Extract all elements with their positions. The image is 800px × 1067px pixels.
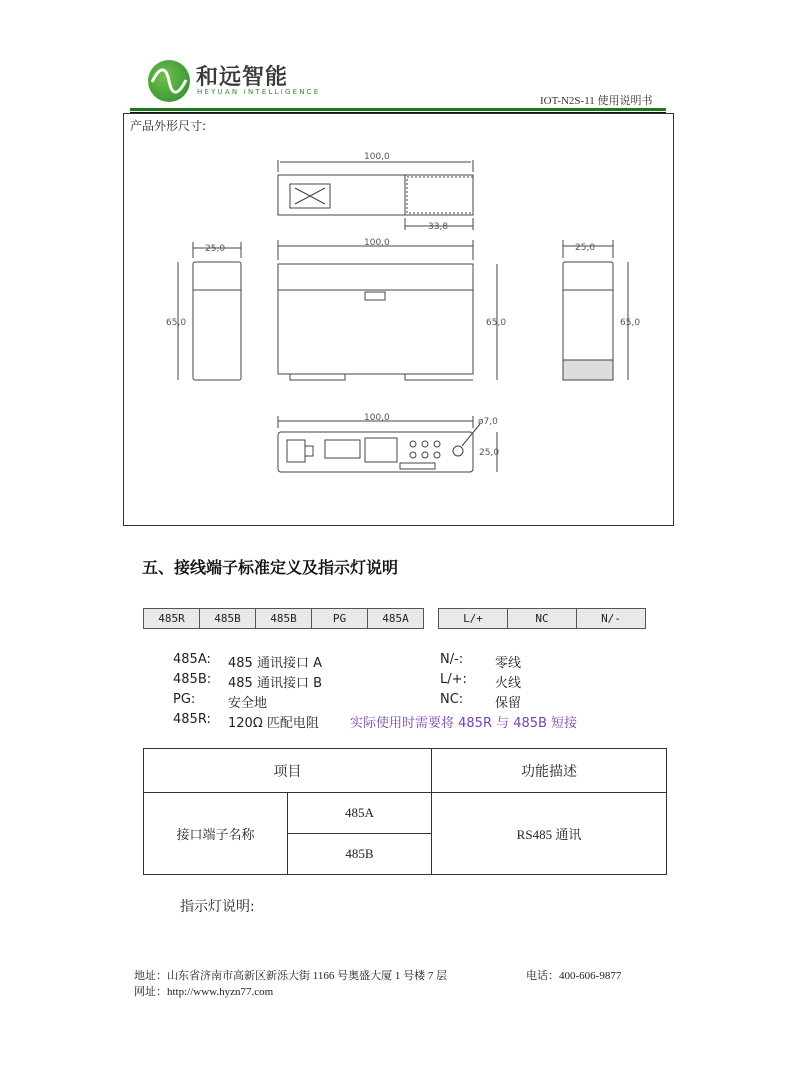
def-value: 安全地 [228, 696, 268, 711]
right-side-view [563, 240, 628, 380]
dim-left-height: 65,0 [166, 318, 187, 328]
def-key: 485R: [173, 712, 211, 727]
bottom-view [278, 416, 500, 472]
table-header-function: 功能描述 [432, 749, 667, 793]
left-side-view [178, 242, 241, 380]
footer-address: 地址：山东省济南市高新区新泺大街 1166 号奥盛大厦 1 号楼 7 层 [134, 970, 448, 982]
def-key: N/-: [440, 652, 464, 667]
table-cell-function: RS485 通讯 [432, 793, 667, 875]
terminal-cell: 485B [199, 608, 256, 629]
front-view [278, 240, 497, 380]
dim-front-width: 100,0 [364, 238, 390, 248]
dim-hole-diameter: ø7,0 [478, 417, 498, 427]
def-key: L/+: [440, 672, 467, 687]
dim-bottom-depth: 25,0 [479, 448, 500, 458]
def-key: NC: [440, 692, 464, 707]
terminal-cell: N/- [576, 608, 646, 629]
footer-phone: 电话：400-606-9877 [526, 970, 622, 982]
def-key: 485A: [173, 652, 211, 667]
table-row-label: 接口端子名称 [144, 793, 288, 875]
table-cell-485a: 485A [288, 793, 432, 834]
def-key: 485B: [173, 672, 212, 687]
dim-right-height: 65,0 [620, 318, 641, 328]
logo-subtitle: HEYUAN INTELLIGENCE [197, 88, 321, 96]
table-cell-485b: 485B [288, 834, 432, 875]
document-id: IOT-N2S-11 使用说明书 [540, 95, 653, 107]
footer-website[interactable]: 网址：http://www.hyzn77.com [134, 986, 274, 998]
indicator-title: 指示灯说明: [180, 899, 255, 915]
def-value: 485 通讯接口 A [228, 656, 322, 671]
dim-right-width: 25,0 [575, 243, 596, 253]
terminal-cell: NC [507, 608, 577, 629]
def-key: PG: [173, 692, 196, 707]
logo-text: 和远智能 [196, 65, 289, 90]
def-value: 保留 [495, 696, 522, 711]
terminal-cell: 485R [143, 608, 200, 629]
dim-top-width: 100,0 [364, 152, 390, 162]
dim-top-depth: 33,8 [428, 222, 449, 232]
terminal-strip-right [438, 608, 646, 629]
def-value: 零线 [495, 656, 522, 671]
def-value: 火线 [495, 676, 522, 691]
def-value: 485 通讯接口 B [228, 676, 322, 691]
dim-left-width: 25,0 [205, 244, 226, 254]
terminal-function-table [143, 748, 667, 875]
terminal-cell: L/+ [438, 608, 508, 629]
dim-front-height: 65,0 [486, 318, 507, 328]
def-value: 120Ω 匹配电阻 [228, 716, 319, 731]
table-header-item: 项目 [144, 749, 432, 793]
wiring-note: 实际使用时需要将 485R 与 485B 短接 [350, 716, 578, 731]
terminal-cell: PG [311, 608, 368, 629]
dim-bottom-width: 100,0 [364, 413, 390, 423]
drawing-title: 产品外形尺寸: [130, 119, 207, 133]
terminal-strip-left [143, 608, 424, 629]
terminal-cell: 485B [255, 608, 312, 629]
top-view [278, 160, 473, 230]
section-title: 五、接线端子标准定义及指示灯说明 [142, 558, 399, 577]
terminal-cell: 485A [367, 608, 424, 629]
